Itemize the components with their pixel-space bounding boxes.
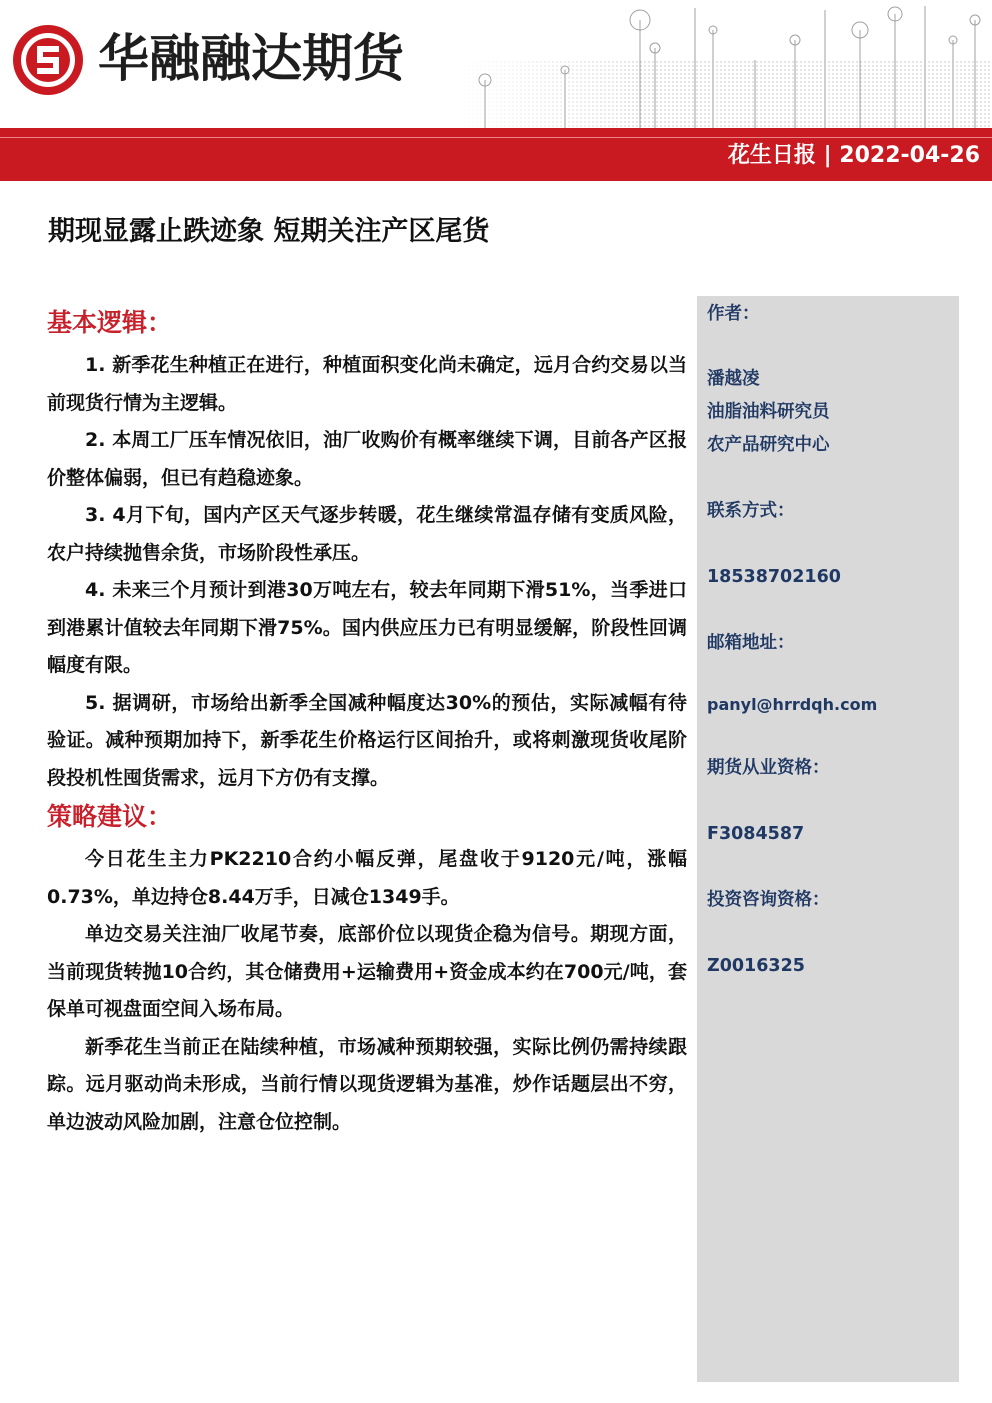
header-bar xyxy=(0,128,992,181)
brand-name: 华融融达期货 xyxy=(98,30,405,89)
logic-paragraph-1: 1. 新季花生种植正在进行，种植面积变化尚未确定，远月合约交易以当前现货行情为主逻辑。 xyxy=(47,354,687,414)
strategy-paragraph-2: 单边交易关注油厂收尾节奏，底部价位以现货企稳为信号。期现方面，当前现货转抛10合约，其仓储费用+运输费用+资金成本约在700元/吨，套保单可视盘面空间入场布局。 xyxy=(47,923,687,1020)
main-content xyxy=(47,305,687,1141)
logic-paragraph-2: 2. 本周工厂压车情况依旧，油厂收购价有概率继续下调，目前各产区报价整体偏弱，但已有趋稳迹象。 xyxy=(47,429,687,489)
author-title: 油脂油料研究员 xyxy=(707,402,830,422)
strategy-paragraph-1: 今日花生主力PK2210合约小幅反弹，尾盘收于9120元/吨，涨幅0.73%，单边持仓8.44万手，日减仓1349手。 xyxy=(47,848,687,908)
futures-cert-label: 期货从业资格： xyxy=(707,758,830,778)
advisory-cert-number: Z0016325 xyxy=(707,956,805,976)
email-label: 邮箱地址： xyxy=(707,633,795,653)
email-address[interactable]: panyl@hrrdqh.com xyxy=(707,695,878,714)
company-logo-icon xyxy=(10,22,86,98)
phone-number: 18538702160 xyxy=(707,567,841,587)
page-title: 期现显露止跌迹象 短期关注产区尾货 xyxy=(48,216,490,247)
author-sidebar xyxy=(697,296,959,1382)
section-heading-strategy: 策略建议： xyxy=(47,802,173,831)
author-name: 潘越凌 xyxy=(707,369,760,389)
author-label: 作者： xyxy=(707,304,760,324)
logic-paragraph-3: 3. 4月下旬，国内产区天气逐步转暖，花生继续常温存储有变质风险，农户持续抛售余货，市场阶段性承压。 xyxy=(47,504,687,564)
header-bar-line xyxy=(0,137,992,138)
strategy-paragraph-3: 新季花生当前正在陆续种植，市场减种预期较强，实际比例仍需持续跟踪。远月驱动尚未形成，当前行情以现货逻辑为基准，炒作话题层出不穷，单边波动风险加剧，注意仓位控制。 xyxy=(47,1035,687,1133)
author-dept: 农产品研究中心 xyxy=(707,435,830,455)
logic-paragraph-4: 4. 未来三个月预计到港30万吨左右，较去年同期下滑51%，当季进口到港累计值较去年同期下滑75%。国内供应压力已有明显缓解，阶段性回调幅度有限。 xyxy=(47,579,687,676)
futures-cert-number: F3084587 xyxy=(707,824,805,844)
advisory-cert-label: 投资咨询资格： xyxy=(707,890,830,910)
report-tag: 花生日报 | 2022-04-26 xyxy=(727,143,980,168)
contact-label: 联系方式： xyxy=(707,501,795,521)
logic-paragraph-5: 5. 据调研，市场给出新季全国减种幅度达30%的预估，实际减幅有待验证。减种预期加持下，新季花生价格运行区间抬升，或将刺激现货收尾阶段投机性囤货需求，远月下方仍有支撑。 xyxy=(47,691,687,789)
decorative-pattern xyxy=(455,0,992,128)
section-heading-logic: 基本逻辑： xyxy=(47,308,173,337)
